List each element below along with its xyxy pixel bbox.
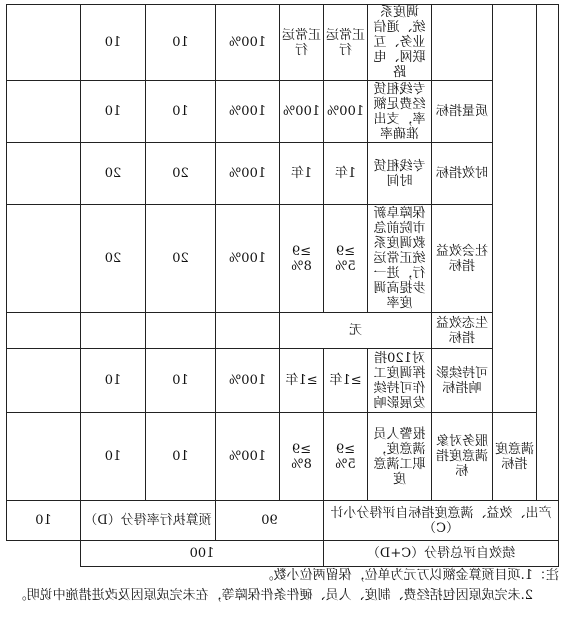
completion-rate-cell: 100% — [216, 81, 280, 143]
subtotal-row — [7, 501, 559, 541]
total-score-value: 100 — [81, 541, 324, 567]
footnote-2: 2.未完成原因包括经费、制度、人员、硬件条件保障等，在未完成原因及改进措施中说明。 — [13, 588, 533, 603]
score-cell: 20 — [81, 205, 146, 313]
weight-cell: 20 — [146, 205, 216, 313]
actual-value-cell: 正常运行 — [280, 5, 324, 81]
remarks-cell — [7, 413, 81, 501]
category-cell: 可持续影响指标 — [432, 349, 493, 413]
remarks-cell — [7, 349, 81, 413]
table-row — [7, 143, 559, 205]
completion-rate-cell: 100% — [216, 5, 280, 81]
completion-rate-cell: 100% — [216, 349, 280, 413]
actual-value-cell: ≥98% — [280, 413, 324, 501]
criterion-cell: 无 — [280, 313, 432, 349]
budget-execution-label: 预算执行率得分（D） — [81, 501, 216, 541]
criterion-cell: 调度系统、通信业务、互联网、电路 — [368, 5, 432, 81]
category-cell: 生态效益指标 — [432, 313, 493, 349]
remarks-cell — [7, 205, 81, 313]
actual-value-cell: ≥98% — [280, 205, 324, 313]
budget-execution-value: 10 — [7, 501, 81, 541]
remarks-cell — [7, 313, 81, 349]
table-row — [7, 205, 559, 313]
dimension-cell — [493, 5, 537, 413]
completion-rate-cell: 100% — [216, 205, 280, 313]
actual-value-cell: 100% — [280, 81, 324, 143]
score-cell: 20 — [81, 143, 146, 205]
category-cell: 时效指标 — [432, 143, 493, 205]
actual-value-cell: ≥1年 — [280, 349, 324, 413]
weight-cell — [146, 313, 216, 349]
score-cell: 10 — [81, 413, 146, 501]
score-cell: 10 — [81, 81, 146, 143]
completion-rate-cell: 100% — [216, 413, 280, 501]
category-cell: 质量指标 — [432, 81, 493, 143]
target-value-cell: 正常运行 — [324, 5, 368, 81]
subtotal-label: 产出、效益、满意度指标自评得分小计（C） — [324, 501, 559, 541]
category-cell — [432, 5, 493, 81]
score-cell: 10 — [81, 5, 146, 81]
criterion-cell: 保障阜新市院前急救调度系统正常运行，进一步提高调度率 — [368, 205, 432, 313]
target-value-cell: 1年 — [324, 143, 368, 205]
criterion-cell: 专线租赁经费足额率，支出准确率 — [368, 81, 432, 143]
empty-corner — [7, 541, 81, 567]
criterion-cell: 报警人员满意度，职工满意度 — [368, 413, 432, 501]
table-row — [7, 313, 559, 349]
remarks-cell — [7, 81, 81, 143]
subtotal-value: 90 — [216, 501, 324, 541]
dimension-cell: 满意度指标 — [493, 413, 537, 501]
target-value-cell: ≥1年 — [324, 349, 368, 413]
completion-rate-cell — [216, 313, 280, 349]
remarks-cell — [7, 5, 81, 81]
weight-cell: 10 — [146, 413, 216, 501]
outer-margin-cell — [537, 5, 559, 501]
table-row — [7, 81, 559, 143]
category-cell: 服务对象满意度指标 — [432, 413, 493, 501]
total-row — [7, 541, 559, 567]
table-row — [7, 349, 559, 413]
completion-rate-cell: 100% — [216, 143, 280, 205]
table-row — [7, 413, 559, 501]
criterion-cell: 专线租赁时间 — [368, 143, 432, 205]
target-value-cell: ≥95% — [324, 413, 368, 501]
weight-cell: 20 — [146, 143, 216, 205]
weight-cell: 10 — [146, 5, 216, 81]
criterion-cell: 对120指挥调度工作可持续发展影响 — [368, 349, 432, 413]
table-row — [7, 5, 559, 81]
performance-indicator-table — [6, 4, 559, 567]
score-cell — [81, 313, 146, 349]
weight-cell: 10 — [146, 81, 216, 143]
footnotes — [7, 566, 559, 606]
score-cell: 10 — [81, 349, 146, 413]
category-cell: 社会效益指标 — [432, 205, 493, 313]
weight-cell: 10 — [146, 349, 216, 413]
target-value-cell: ≥95% — [324, 205, 368, 313]
actual-value-cell: 1年 — [280, 143, 324, 205]
footnote-1: 注：1.项目预算金额以万元为单位，保留两位小数。 — [260, 568, 559, 583]
total-score-label: 绩效自评总得分（C+D） — [324, 541, 559, 567]
remarks-cell — [7, 143, 81, 205]
target-value-cell: 100% — [324, 81, 368, 143]
